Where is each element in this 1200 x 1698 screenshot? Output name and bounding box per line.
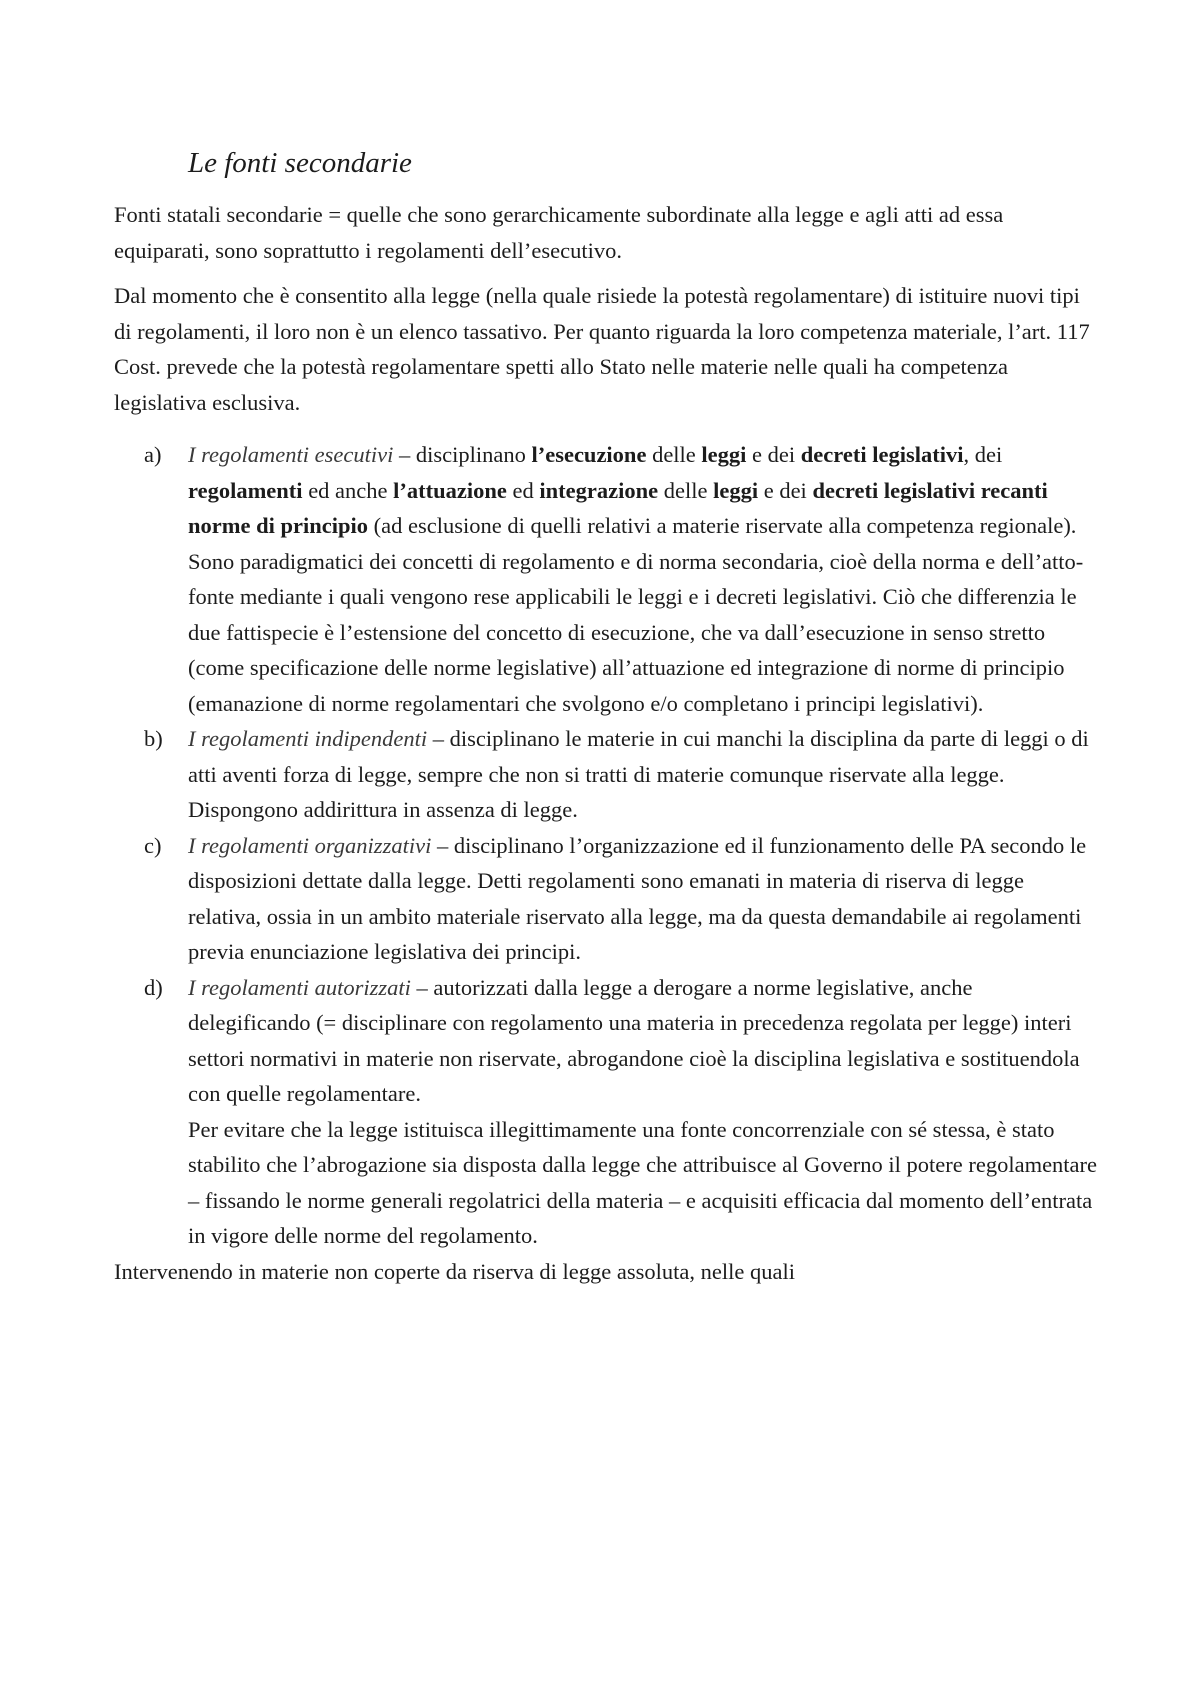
- bold-term: regolamenti: [188, 477, 303, 503]
- bold-term: integrazione: [539, 477, 659, 503]
- list-marker: b): [144, 726, 163, 751]
- text-segment: e dei: [746, 442, 801, 467]
- text-segment: e dei: [758, 477, 813, 503]
- text-segment: – disciplinano: [393, 442, 532, 467]
- list-term: I regolamenti autorizzati: [188, 974, 411, 1000]
- text-segment: delle: [658, 477, 714, 503]
- bold-term: decreti legislativi: [800, 442, 964, 467]
- list-term: I regolamenti indipendenti: [188, 726, 428, 751]
- bold-term: leggi: [713, 477, 759, 503]
- list-term: I regolamenti esecutivi: [188, 442, 394, 467]
- list-marker: d): [144, 974, 163, 1000]
- list-text: [188, 442, 1083, 716]
- text-segment: – autorizzati dalla legge a derogare a norme legislative, anche delegificando (= disciplinare con regolamento una materia in precedenza regolata per legge) interi settori normativi in materie non riservate, abrogandone cioè la disciplina legislativa e sostituendola con quelle regolamentare.: [188, 974, 1080, 1106]
- intro-paragraph-1: Fonti statali secondarie = quelle che sono gerarchicamente subordinate alla legge e agli atti ad essa equiparati, sono soprattutto i regolamenti dell’esecutivo.: [114, 202, 1004, 263]
- list-item: [114, 721, 1099, 828]
- text-segment: delle: [646, 442, 702, 467]
- document-body: [114, 197, 1099, 1299]
- list-marker: c): [144, 832, 162, 858]
- page-title: Le fonti secondarie: [188, 147, 412, 179]
- text-segment: – disciplinano l’organizzazione ed il funzionamento delle PA secondo le disposizioni dettate dalla legge. Detti regolamenti sono emanati in materia di riserva di legge relativa, ossia in un ambito materiale riservato alla legge, ma da questa demandabile ai regolamenti previa enunciazione legislativa dei principi.: [188, 832, 1087, 964]
- text-segment: , dei: [963, 442, 1003, 467]
- text-segment: (ad esclusione di quelli relativi a materie riservate alla competenza regionale). Sono paradigmatici dei concetti di regolamento e di norma secondaria, cioè della norma e dell’atto-fonte mediante i quali vengono rese applicabili le leggi e i decreti legislativi. Ciò che differenzia le due fattispecie è l’estensione del concetto di esecuzione, che va dall’esecuzione in senso stretto (come specificazione delle norme legislative) all’attuazione ed integrazione di norme di principio (emanazione di norme regolamentari che svolgono e/o completano i principi legislativi).: [188, 513, 1084, 716]
- list-item-continuation: Per evitare che la legge istituisca illegittimamente una fonte concorrenziale con sé stessa, è stato stabilito che l’abrogazione sia disposta dalla legge che attribuisce al Governo il potere regolamentare – fissando le norme generali regolatrici della materia – e acquisiti efficacia dal momento dell’entrata in vigore delle norme del regolamento.: [188, 1116, 1098, 1248]
- bold-term: decreti legislativi recanti norme di principio: [188, 477, 1048, 538]
- text-segment: ed anche: [302, 477, 394, 503]
- list-item: [114, 828, 1099, 970]
- list-term: I regolamenti organizzativi: [188, 832, 432, 858]
- closing-paragraph: Intervenendo in materie non coperte da riserva di legge assoluta, nelle quali: [114, 1258, 795, 1284]
- bold-term: l’esecuzione: [531, 442, 647, 467]
- text-segment: – disciplinano le materie in cui manchi la disciplina da parte di leggi o di atti aventi forza di legge, sempre che non si tratti di materie comunque riservate alla legge. Dispongono addirittura in assenza di legge.: [188, 726, 1089, 822]
- bold-term: leggi: [701, 442, 747, 467]
- regulations-list: [114, 437, 1099, 1254]
- list-item: [114, 970, 1099, 1254]
- list-marker: a): [144, 442, 162, 467]
- text-segment: ed: [506, 477, 540, 503]
- intro-paragraph-2: Dal momento che è consentito alla legge (nella quale risiede la potestà regolamentare) di istituire nuovi tipi di regolamenti, il loro non è un elenco tassativo. Per quanto riguarda la loro competenza materiale, l’art. 117 Cost. prevede che la potestà regolamentare spetti allo Stato nelle materie nelle quali ha competenza legislativa esclusiva.: [114, 283, 1090, 415]
- bold-term: l’attuazione: [393, 477, 507, 503]
- list-item: [114, 437, 1099, 721]
